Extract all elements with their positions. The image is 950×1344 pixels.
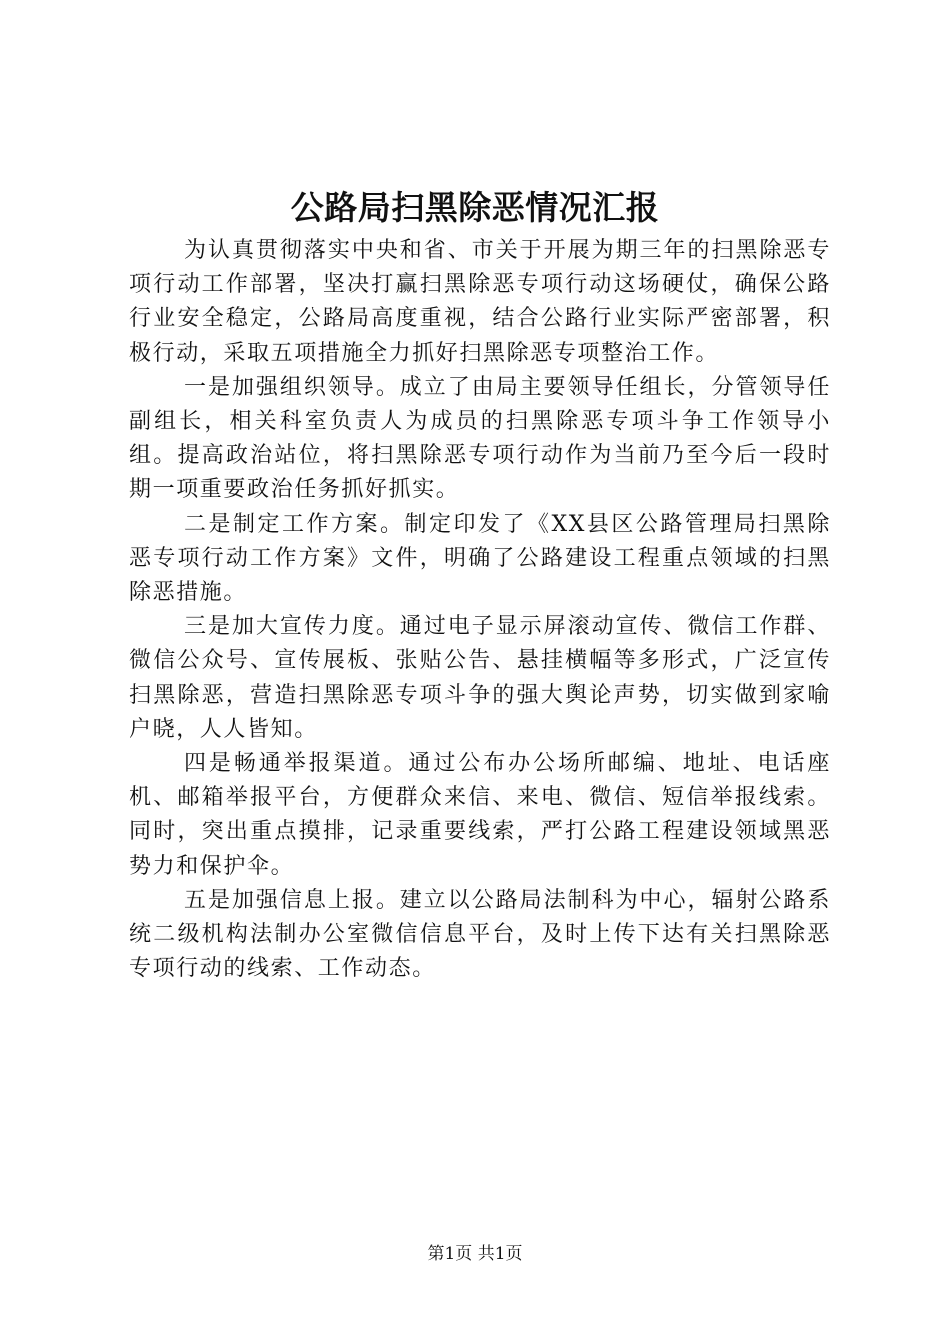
paragraph-measure-5: 五是加强信息上报。建立以公路局法制科为中心，辐射公路系统二级机构法制办公室微信信息平台，及时上传下达有关扫黑除恶专项行动的线索、工作动态。: [129, 887, 831, 982]
paragraph-measure-4: 四是畅通举报渠道。通过公布办公场所邮编、地址、电话座机、邮箱举报平台，方便群众来信、来电、微信、短信举报线索。同时，突出重点摸排，记录重要线索，严打公路工程建设领域黑恶势力和保护伞。: [129, 751, 831, 879]
document-body: [129, 234, 831, 986]
paragraph-measure-2: 二是制定工作方案。制定印发了《XX县区公路管理局扫黑除恶专项行动工作方案》文件，明确了公路建设工程重点领域的扫黑除恶措施。: [129, 511, 831, 606]
paragraph-intro: 为认真贯彻落实中央和省、市关于开展为期三年的扫黑除恶专项行动工作部署，坚决打赢扫黑除恶专项行动这场硬仗，确保公路行业安全稳定，公路局高度重视，结合公路行业实际严密部署，积极行动，采取五项措施全力抓好扫黑除恶专项整治工作。: [129, 238, 831, 366]
paragraph-measure-3: 三是加大宣传力度。通过电子显示屏滚动宣传、微信工作群、微信公众号、宣传展板、张贴公告、悬挂横幅等多形式，广泛宣传扫黑除恶，营造扫黑除恶专项斗争的强大舆论声势，切实做到家喻户晓，人人皆知。: [129, 614, 831, 742]
document-title: 公路局扫黑除恶情况汇报: [290, 188, 660, 227]
page-number-footer: 第1页 共1页: [427, 1244, 523, 1264]
paragraph-measure-1: 一是加强组织领导。成立了由局主要领导任组长，分管领导任副组长，相关科室负责人为成员的扫黑除恶专项斗争工作领导小组。提高政治站位，将扫黑除恶专项行动作为当前乃至今后一段时期一项重要政治任务抓好抓实。: [129, 374, 831, 503]
